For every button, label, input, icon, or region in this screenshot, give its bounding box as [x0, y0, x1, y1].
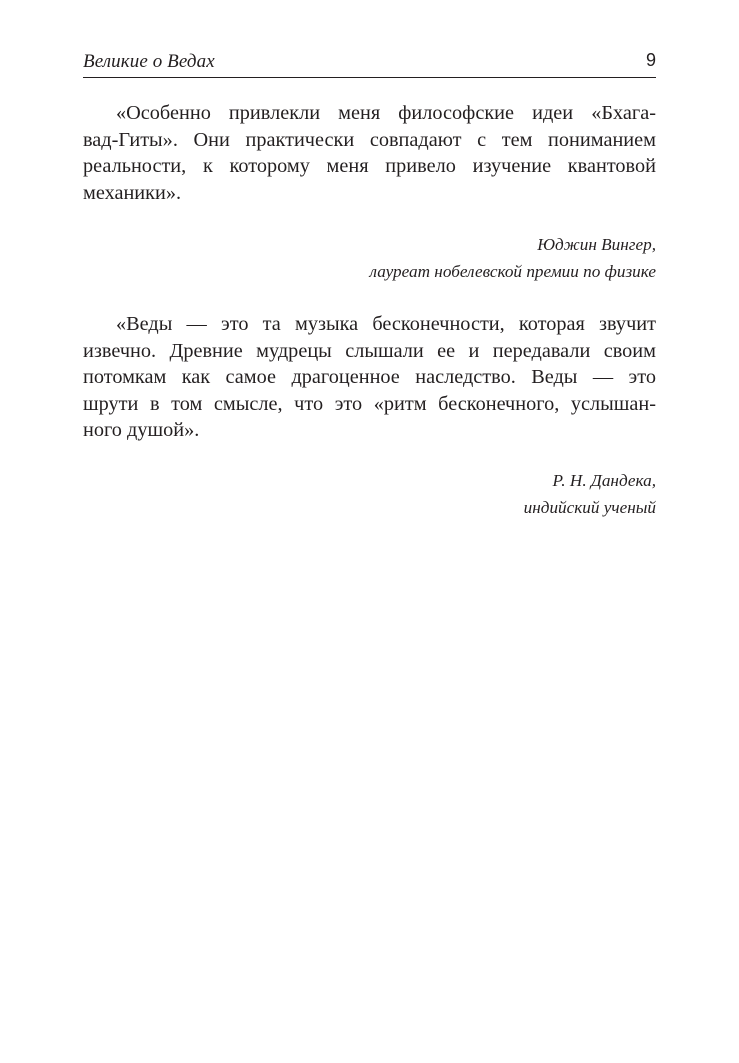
- quote-line: вад-Гиты». Они практически совпадают с тем пониманием: [83, 128, 656, 151]
- quote-paragraph: [83, 100, 656, 206]
- quote-line: механики».: [83, 181, 182, 204]
- quote-line: шрути в том смысле, что это «ритм бесконечного, услышан-: [83, 392, 656, 415]
- header-title: Великие о Ведах: [83, 51, 215, 72]
- quote-line: потомкам как самое драгоценное наследство. Веды — это: [83, 366, 656, 388]
- page-number: 9: [645, 50, 656, 70]
- quote-paragraph: [83, 311, 656, 444]
- quote-line: ного душой».: [83, 419, 200, 441]
- attribution-role: лауреат нобелевской премии по физике: [369, 261, 656, 281]
- quote-line: «Веды — это та музыка бесконечности, которая звучит: [116, 313, 656, 335]
- quote-attribution: [83, 468, 656, 521]
- quote-line: «Особенно привлекли меня философские идеи «Бхага-: [116, 102, 656, 124]
- quote-attribution: [83, 232, 656, 285]
- running-header: [83, 49, 656, 78]
- quote-line: извечно. Древние мудрецы слышали ее и передавали своим: [83, 339, 656, 362]
- attribution-author: Р. Н. Дандека,: [552, 471, 656, 490]
- quote-line: реальности, к которому меня привело изучение квантовой: [83, 155, 656, 177]
- attribution-role: индийский ученый: [523, 497, 656, 517]
- book-page: [83, 0, 656, 1063]
- attribution-author: Юджин Вингер,: [537, 235, 656, 254]
